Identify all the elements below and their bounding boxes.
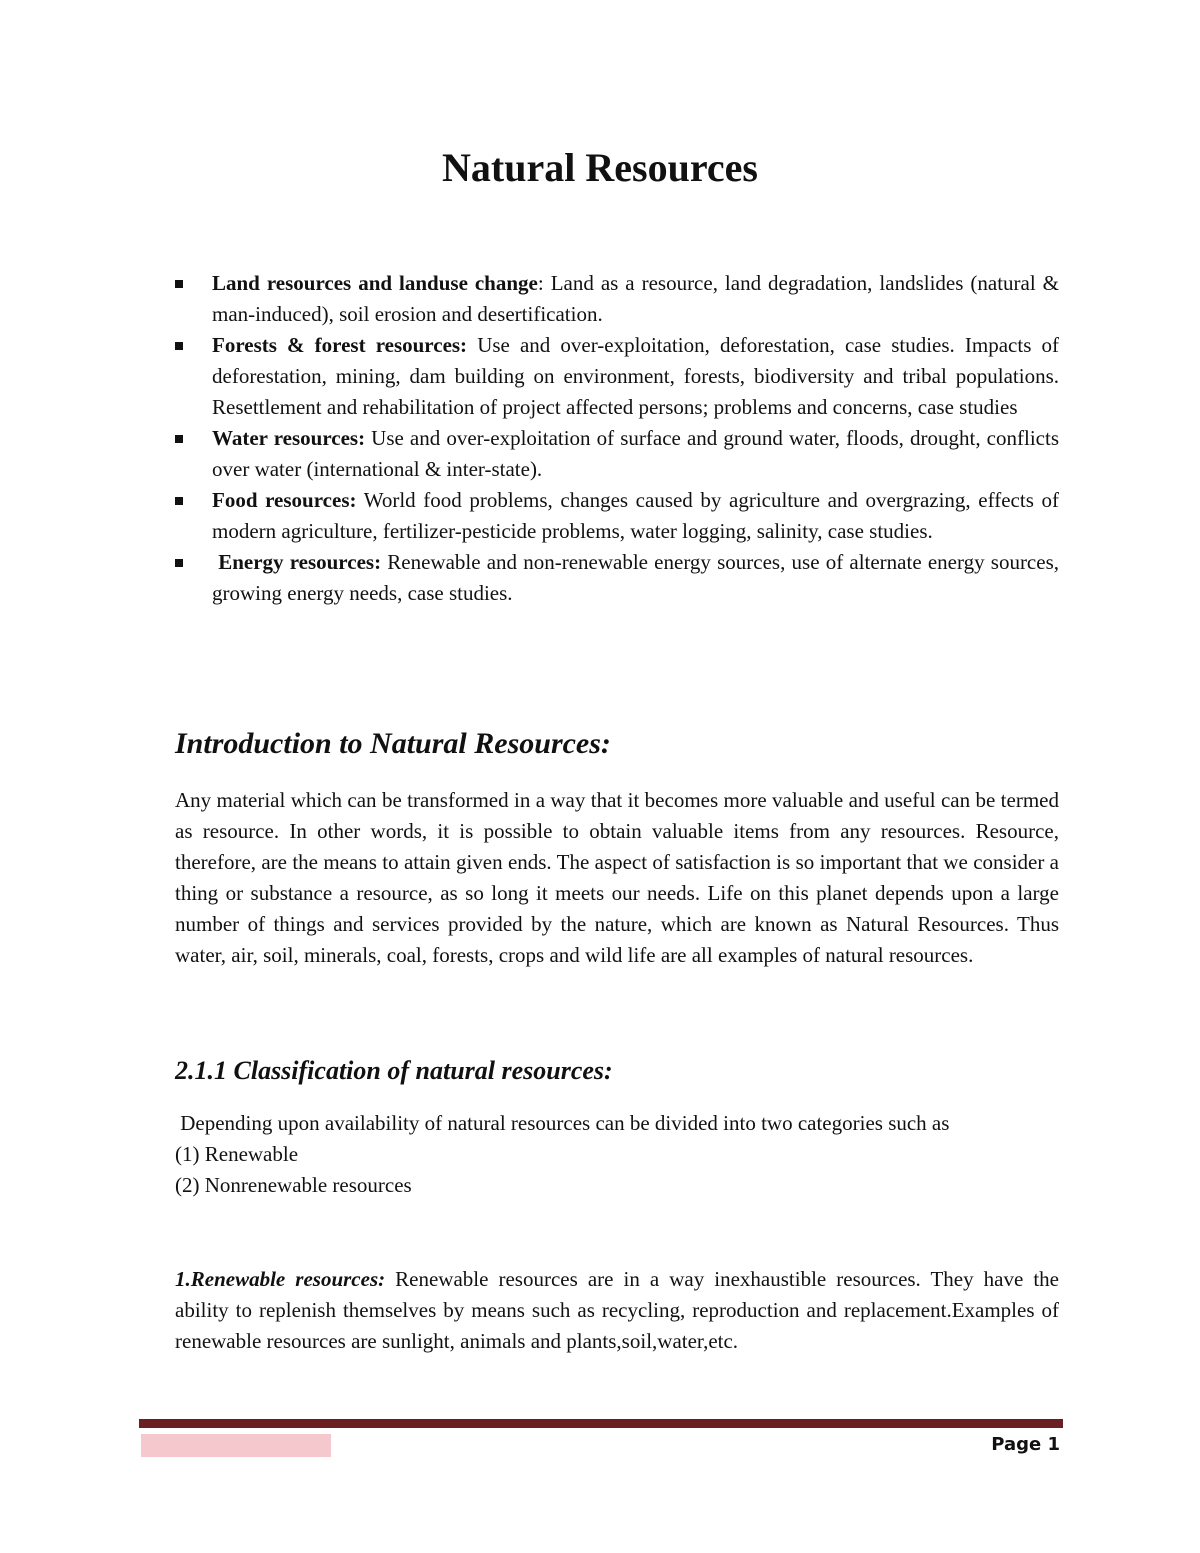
topic-separator (467, 333, 477, 357)
topic-text: Land as a resource, land degradation, landslides (natural & man-induced), soil erosion and desertification. (212, 271, 1059, 326)
square-bullet-icon (175, 497, 183, 505)
classification-paragraph (175, 1108, 1059, 1139)
topics-list (175, 268, 1059, 609)
topic-label: Water resources: (212, 426, 366, 450)
topic-text: World food problems, changes caused by agriculture and overgrazing, effects of modern agriculture, fertilizer-pesticide problems, water logging, salinity, case studies. (212, 488, 1059, 543)
page-number: Page 1 (991, 1434, 1060, 1455)
topic-text: Use and over-exploitation of surface and ground water, floods, drought, conflicts over water (international & inter-state). (212, 426, 1059, 481)
category-item-nonrenewable: (2) Nonrenewable resources (175, 1173, 412, 1197)
category-item-renewable: (1) Renewable (175, 1142, 299, 1166)
list-item (175, 268, 1059, 330)
list-item (175, 547, 1059, 609)
list-item (175, 485, 1059, 547)
list-item (175, 423, 1059, 485)
topic-label: Land resources and landuse change (212, 271, 538, 295)
intro-heading: Introduction to Natural Resources: (175, 727, 611, 760)
classification-heading: 2.1.1 Classification of natural resources: (175, 1056, 613, 1085)
topic-separator: : (537, 271, 551, 295)
footer-tab (141, 1434, 331, 1457)
footer-rule (139, 1419, 1063, 1428)
square-bullet-icon (175, 280, 183, 288)
topic-separator (356, 488, 363, 512)
renewable-text: Renewable resources are in a way inexhaustible resources. They have the ability to replenish themselves by means such as recycling, reproduction and replacement.Examples of renewable resources are sunlight, animals and plants,soil,water,etc. (175, 1267, 1059, 1353)
topic-text: Use and over-exploitation, deforestation, case studies. Impacts of deforestation, mining, dam building on environment, forests, biodiversity and tribal populations. Resettlement and rehabilitation of project affected persons; problems and concerns, case studies (212, 333, 1059, 419)
classification-text: Depending upon availability of natural resources can be divided into two categories such as (180, 1111, 950, 1135)
square-bullet-icon (175, 342, 183, 350)
topic-label: Food resources: (212, 488, 357, 512)
topic-text: Renewable and non-renewable energy sources, use of alternate energy sources, growing energy needs, case studies. (212, 550, 1059, 605)
square-bullet-icon (175, 559, 183, 567)
renewable-lead: 1.Renewable resources: (175, 1267, 386, 1291)
page-title: Natural Resources (442, 145, 758, 190)
intro-paragraph: Any material which can be transformed in a way that it becomes more valuable and useful can be termed as resource. In other words, it is possible to obtain valuable items from any resources. Resource, therefore, are the means to attain given ends. The aspect of satisfaction is so important that we consider a thing or substance a resource, as so long it meets our needs. Life on this planet depends upon a large number of things and services provided by the nature, which are known as Natural Resources. Thus water, air, soil, minerals, coal, forests, crops and wild life are all examples of natural resources. (175, 788, 1059, 967)
topic-label: Energy resources: (218, 550, 382, 574)
square-bullet-icon (175, 435, 183, 443)
renewable-paragraph (175, 1264, 1059, 1357)
list-item (175, 330, 1059, 423)
topic-label: Forests & forest resources: (212, 333, 468, 357)
